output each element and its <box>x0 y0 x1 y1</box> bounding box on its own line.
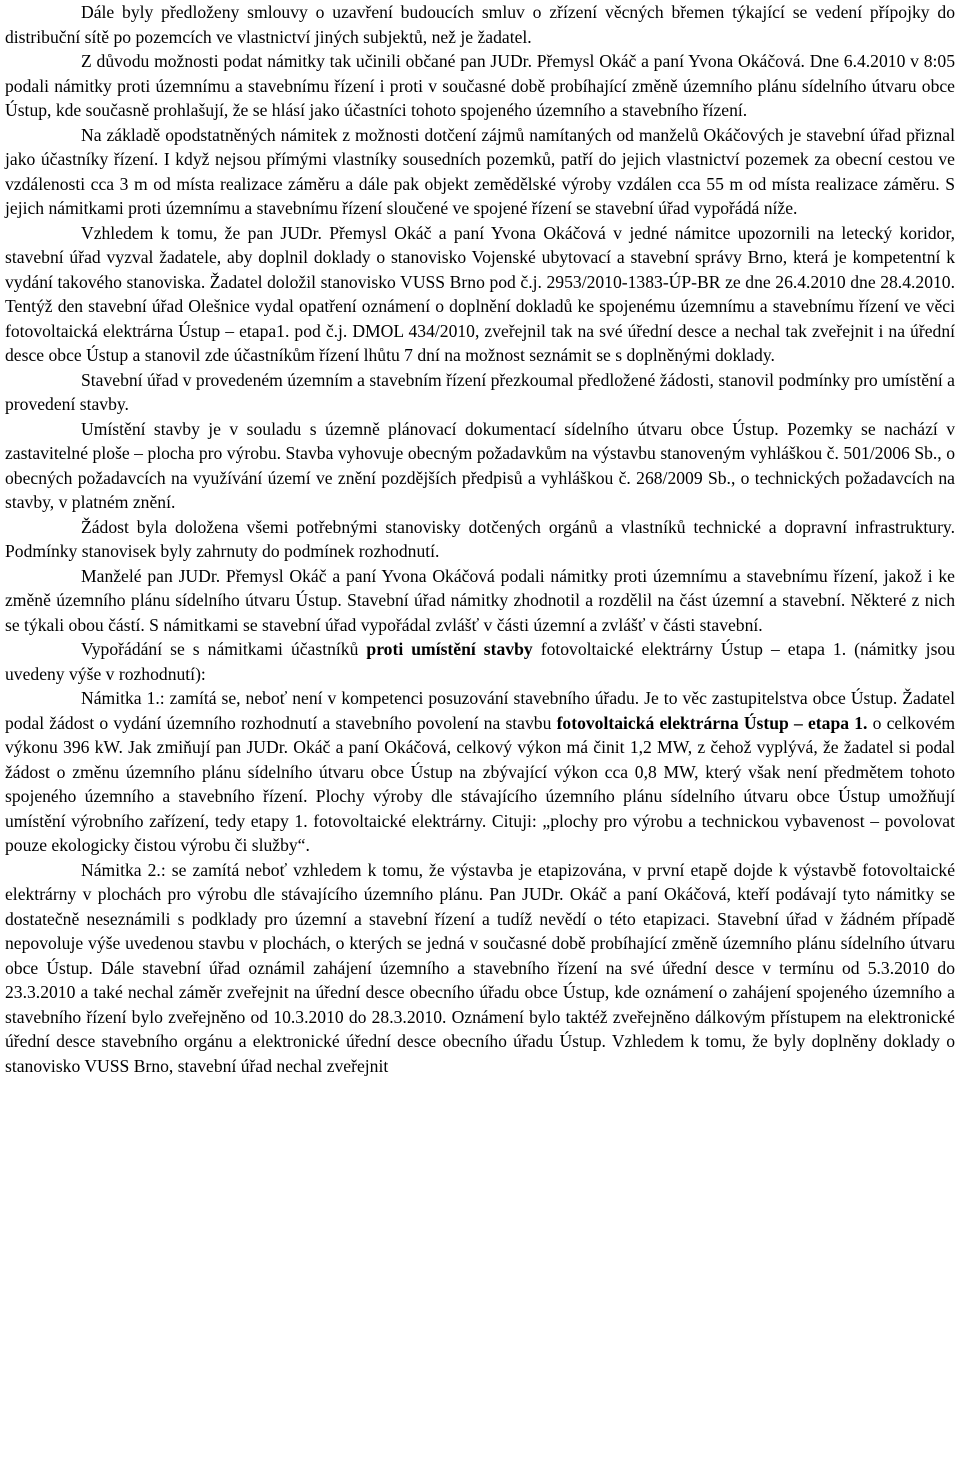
paragraph-review: Stavební úřad v provedeném územním a stavebním řízení přezkoumal předložené žádosti, stanovil podmínky pro umístění a provedení stavby. <box>5 369 955 414</box>
settlement-text-start: Vypořádání se s námitkami účastníků <box>81 639 367 659</box>
paragraph-objections-filed: Z důvodu možnosti podat námitky tak učinili občané pan JUDr. Přemysl Okáč a paní Yvona Okáčová. Dne 6.4.2010 v 8:05 podali námitky proti územnímu a stavebnímu řízení i proti v současné době probíhající změně územního plánu sídelního útvaru obce Ústup, kde současně prohlašují, že se hlásí jako účastníci tohoto spojeného územního a stavebního řízení. <box>5 51 955 120</box>
paragraph-objections-evaluated: Manželé pan JUDr. Přemysl Okáč a paní Yvona Okáčová podali námitky proti územnímu a stavebnímu řízení, jakož i ke změně územního plánu sídelního útvaru Ústup. Stavební úřad námitky zhodnotil a rozdělil na část územní a stavební. Některé z nich se týkali obou částí. S námitkami se stavební úřad vypořádal zvlášť v části územní a zvlášť v části stavební. <box>5 565 955 635</box>
objection-1-text-start: Námitka 1.: zamítá se, neboť není v kompetenci posuzování stavebního úřadu. Je to věc zastupitelstva obce Ústup. Žadatel podal žádost o vydání územního rozhodnutí a stavebního povolení na stavbu <box>5 688 955 733</box>
document-page <box>5 0 955 1078</box>
paragraph-agreements: Dále byly předloženy smlouvy o uzavření budoucích smluv o zřízení věcných břemen týkající se vedení přípojky do distribuční sítě po pozemcích ve vlastnictví jiných subjektů, než je žadatel. <box>5 2 955 47</box>
paragraph-participants: Na základě opodstatněných námitek z možnosti dotčení zájmů namítaných od manželů Okáčových je stavební úřad přiznal jako účastníky řízení. I když nejsou přímými vlastníky sousedních pozemků, patří do jejich vlastnictví pozemek za obecní cestou ve vzdálenosti cca 3 m od místa realizace záměru a dále pak objekt zemědělské výroby vzdálen cca 55 m od místa realizace záměru. S jejich námitkami proti územnímu a stavebnímu řízení sloučené ve spojené řízení se stavební úřad vypořádá níže. <box>5 124 955 218</box>
paragraph-settlement-heading <box>5 637 955 686</box>
settlement-text-bold: proti umístění stavby <box>366 639 533 659</box>
paragraph-air-corridor: Vzhledem k tomu, že pan JUDr. Přemysl Okáč a paní Yvona Okáčová v jedné námitce upozornili na letecký koridor, stavební úřad vyzval žadatele, aby doplnil doklady o stanovisko Vojenské ubytovací a stavební správy Brno, která je kompetentní k vydání takového stanoviska. Žadatel doložil stanovisko VUSS Brno pod č.j. 2953/2010-1383-ÚP-BR ze dne 26.4.2010 dne 28.4.2010. Tentýž den stavební úřad Olešnice vydal opatření oznámení o doplnění dokladů ke spojenému územnímu a stavebnímu řízení ve věci fotovoltaická elektrárna Ústup – etapa1. pod č.j. DMOL 434/2010, zveřejnil tak na své úřední desce a nechal tak zveřejnit i na úřední desce obce Ústup a stanovil zde účastníkům řízení lhůtu 7 dní na možnost seznámit se s doplněnými doklady. <box>5 222 955 365</box>
objection-1-text-end: o celkovém výkonu 396 kW. Jak zmiňují pan JUDr. Okáč a paní Okáčová, celkový výkon má činit 1,2 MW, z čehož vyplývá, že žadatel si podal žádost o změnu územního plánu sídelního útvaru obce Ústup na zbývající výkon cca 0,8 MW, který však není předmětem tohoto spojeného územního a stavebního řízení. Plochy výroby dle stávajícího územního plánu sídelního útvaru obce Ústup umožňují umístění výrobního zařízení, tedy etapy 1. fotovoltaické elektrárny. Cituji: „plochy pro výrobu a technickou vybavenost – povolovat pouze ekologicky čistou výrobu či služby“. <box>5 712 956 855</box>
paragraph-objection-1 <box>5 686 955 858</box>
objection-1-project-name: fotovoltaická elektrárna Ústup – etapa 1. <box>556 712 868 733</box>
settlement-text-end: fotovoltaické elektrárny Ústup – etapa 1. (námitky jsou uvedeny výše v rozhodnutí): <box>5 639 956 684</box>
paragraph-objection-2: Námitka 2.: se zamítá neboť vzhledem k tomu, že výstavba je etapizována, v první etapě dojde k výstavbě fotovoltaické elektrárny v plochách pro výrobu dle stávajícího územního plánu. Pan JUDr. Okáč a paní Okáčová, kteří podávají tyto námitky se dostatečně neseznámili s podklady pro územní a stavební řízení a tudíž nevědí o této etapizaci. Stavební úřad v žádném případě nepovoluje výše uvedenou stavbu v plochách, o kterých se jedná v současné době probíhající změně územního plánu sídelního útvaru obce Ústup. Dále stavební úřad oznámil zahájení územního a stavebního řízení na své úřední desce v termínu od 5.3.2010 do 23.3.2010 a také nechal záměr zveřejnit na úřední desce obecního úřadu obce Ústup, kde oznámení o zahájení spojeného územního a stavebního řízení bylo zveřejněno od 10.3.2010 do 28.3.2010. Oznámení bylo taktéž zveřejněno dálkovým přístupem na elektronické úřední desce stavebního orgánu a elektronické úřední desce obecního úřadu Ústup. Vzhledem k tomu, že byly doplněny doklady o stanovisko VUSS Brno, stavební úřad nechal zveřejnit <box>5 859 955 1076</box>
paragraph-documentation: Žádost byla doložena všemi potřebnými stanovisky dotčených orgánů a vlastníků technické a dopravní infrastruktury. Podmínky stanovisek byly zahrnuty do podmínek rozhodnutí. <box>5 516 955 561</box>
paragraph-compliance: Umístění stavby je v souladu s územně plánovací dokumentací sídelního útvaru obce Ústup. Pozemky se nachází v zastavitelné ploše – plocha pro výrobu. Stavba vyhovuje obecným požadavkům na výstavbu stanoveným vyhláškou č. 501/2006 Sb., o obecných požadavcích na využívání území ve znění pozdějších předpisů a vyhláškou č. 268/2009 Sb., o technických požadavcích na stavby, v platném znění. <box>5 418 955 512</box>
